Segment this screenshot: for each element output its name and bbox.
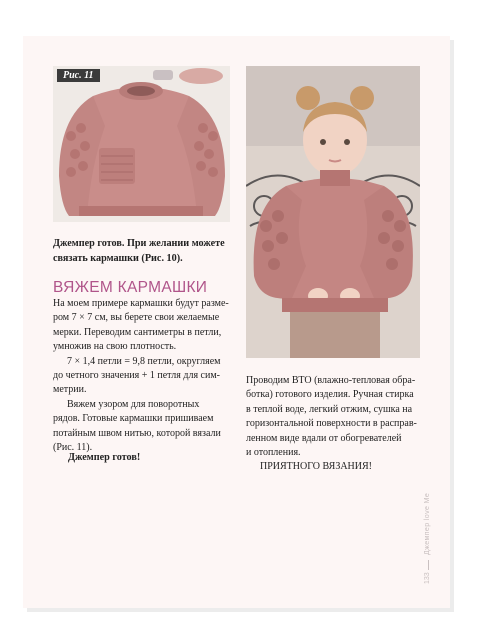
text-line: ленном виде вдали от обогревателей	[246, 432, 402, 444]
running-title: Джемпер love Me	[424, 492, 431, 555]
final-note: Джемпер готов!	[68, 452, 141, 463]
text-line: горизонтальной поверхности в расправ-	[246, 418, 417, 430]
side-divider	[428, 560, 429, 570]
text-line: 7 × 1,4 петли = 9,8 петли, округляем	[67, 355, 221, 367]
text-line: рядов. Готовые кармашки пришиваем	[53, 413, 214, 425]
section-heading: ВЯЖЕМ КАРМАШКИ	[53, 279, 208, 296]
text-line: и отопления.	[246, 447, 301, 459]
text-line: метрии.	[53, 384, 87, 396]
text-line: умножив на свою плотность.	[53, 341, 177, 353]
child-illustration	[246, 66, 420, 358]
text-line: мерки. Переводим сантиметры в петли,	[53, 326, 222, 338]
care-instructions	[246, 374, 426, 475]
text-line: в теплой воде, легкий отжим, сушка на	[246, 403, 413, 415]
pocket-instructions	[53, 297, 233, 455]
text-line: Проводим ВТО (влажно-тепловая обра-	[246, 375, 416, 386]
text-line: ром 7 × 7 см, вы берете свои желаемые	[53, 312, 220, 324]
text-line: На моем примере кармашки будут разме-	[53, 298, 229, 309]
caption-line: связать кармашки (Рис. 10).	[53, 253, 183, 264]
text-line: (Рис. 11).	[53, 442, 93, 454]
figure-label: Рис. 11	[57, 69, 100, 82]
sweater-photo	[53, 66, 230, 222]
page-number: 133	[424, 572, 431, 584]
caption-line: Джемпер готов. При желании можете	[53, 238, 225, 249]
text-line: Вяжем узором для поворотных	[67, 398, 200, 410]
closing-line: ПРИЯТНОГО ВЯЗАНИЯ!	[260, 461, 372, 473]
sweater-illustration	[53, 66, 230, 222]
child-photo	[246, 66, 420, 358]
photo-caption	[53, 236, 233, 266]
text-line: ботка) готового изделия. Ручная стирка	[246, 389, 414, 401]
text-line: потайным швом нитью, которой вязали	[53, 427, 221, 439]
text-line: до четного значения + 1 петля для сим-	[53, 370, 221, 382]
